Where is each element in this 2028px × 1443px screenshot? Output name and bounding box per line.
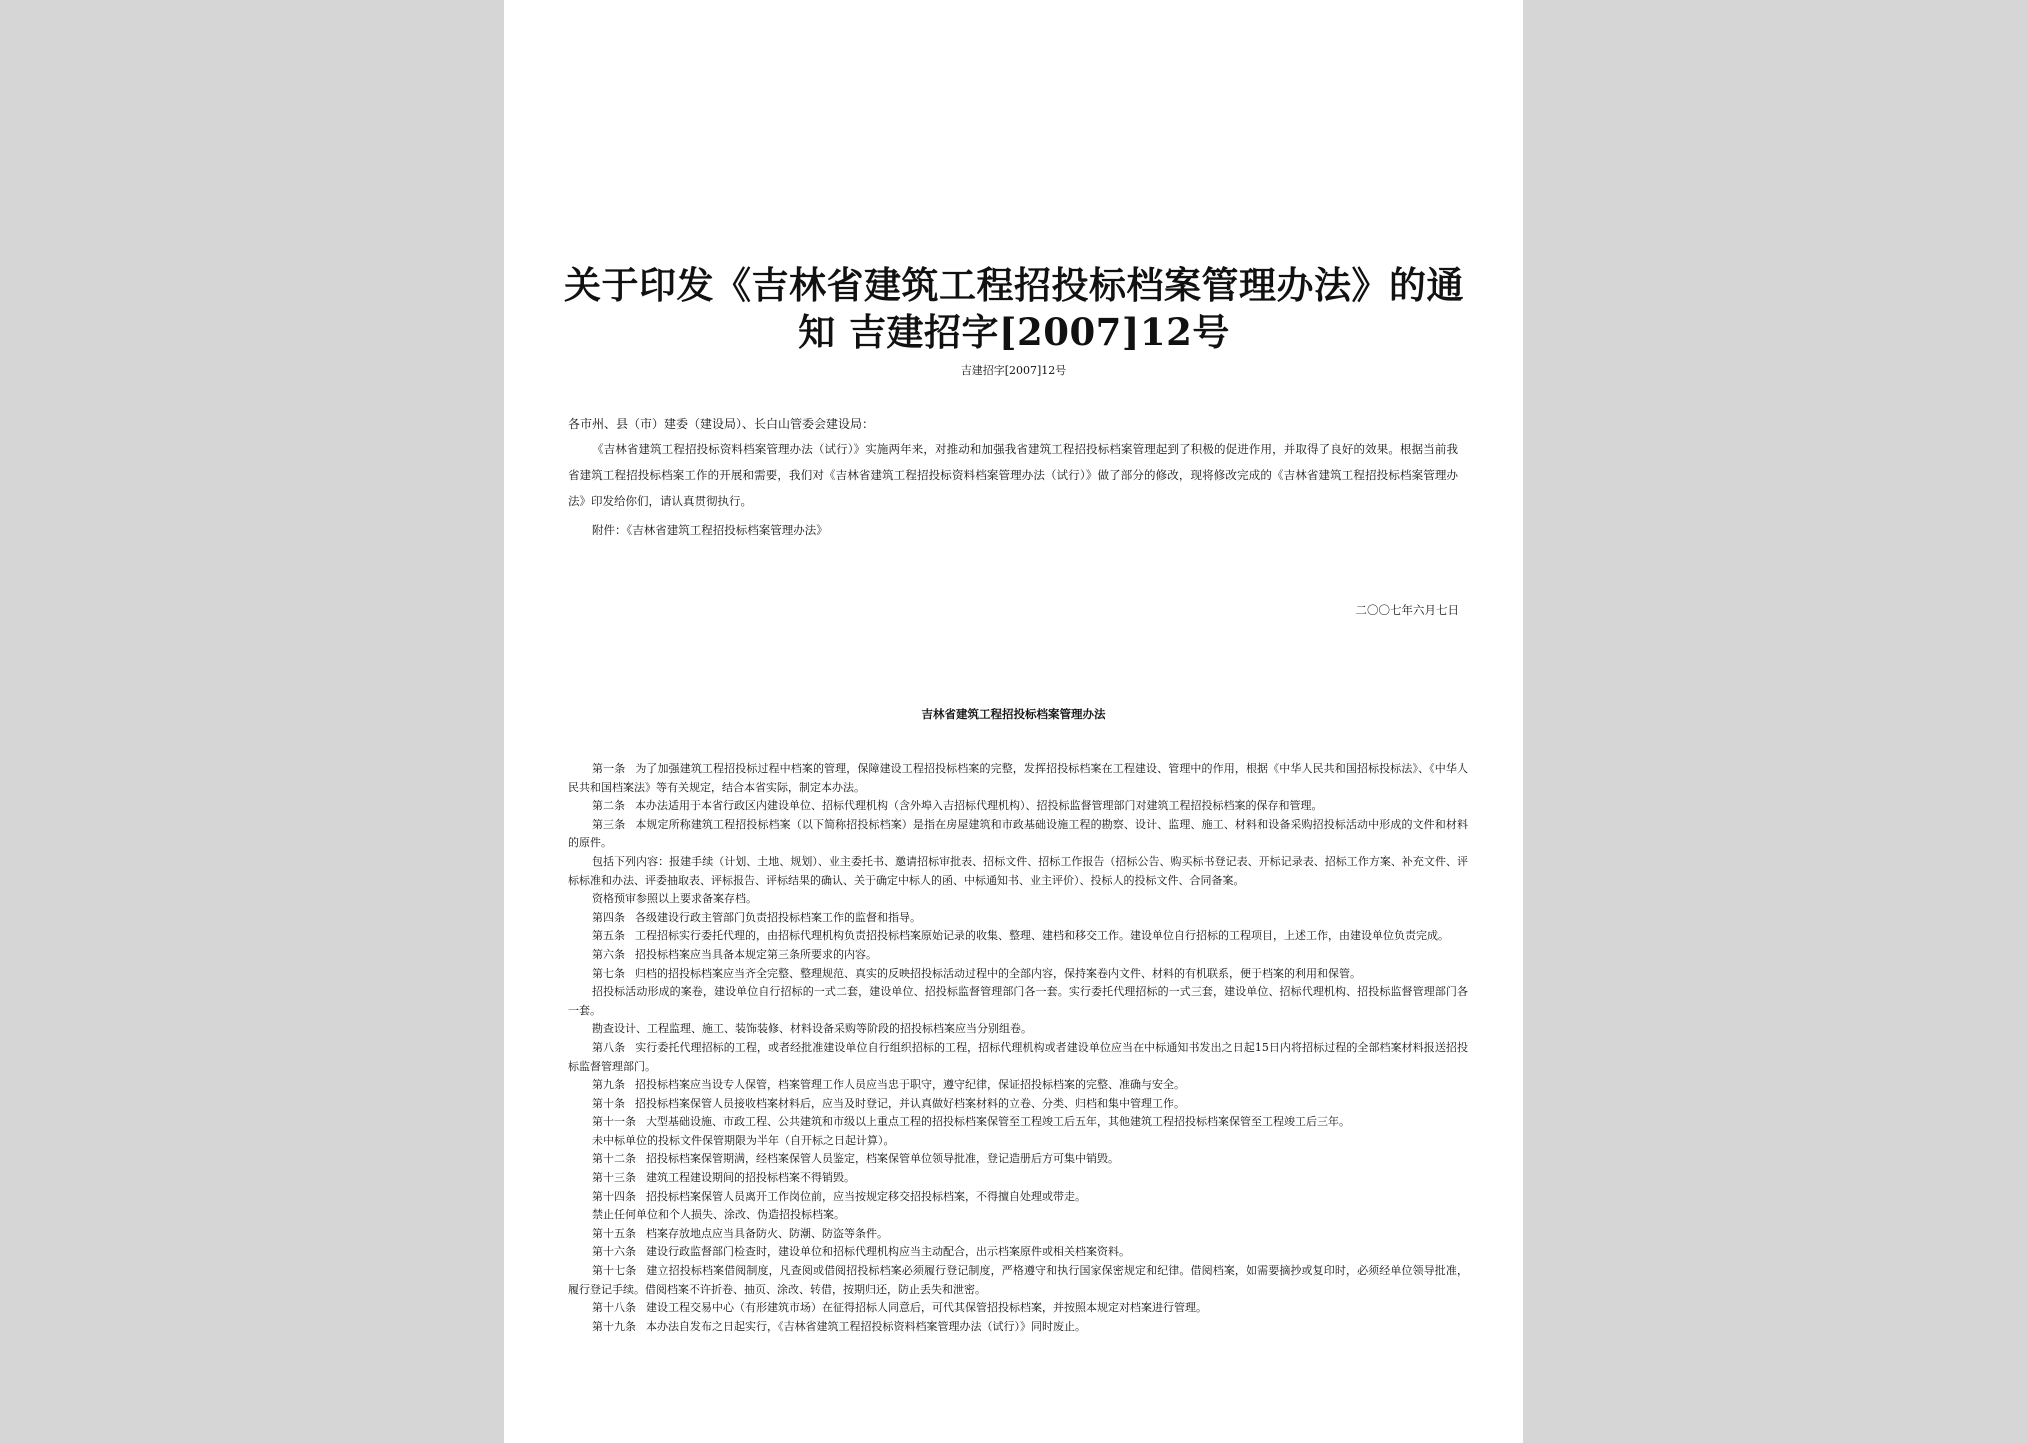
- article-text: 建筑工程建设期间的招投标档案不得销毁。: [646, 1171, 855, 1185]
- article-paragraph: [568, 983, 1468, 1020]
- article-label: 第十条: [592, 1096, 625, 1110]
- article-paragraph: [568, 760, 1468, 797]
- article-text: 归档的招投标档案应当齐全完整、整理规范、真实的反映招投标活动过程中的全部内容，保持案卷内文件、材料的有机联系，便于档案的利用和保管。: [635, 966, 1361, 980]
- article-text: 本办法自发布之日起实行，《吉林省建筑工程招投标资料档案管理办法（试行）》同时废止。: [646, 1319, 1086, 1333]
- article-paragraph: [568, 1206, 1468, 1225]
- article-text: 资格预审参照以上要求备案存档。: [592, 892, 757, 906]
- article-paragraph: [568, 1095, 1468, 1114]
- article-text: 招投标档案保管人员离开工作岗位前，应当按规定移交招投标档案，不得擅自处理或带走。: [646, 1189, 1086, 1203]
- article-text: 本规定所称建筑工程招投标档案（以下简称招投标档案）是指在房屋建筑和市政基础设施工程的勘察、设计、监理、施工、材料和设备采购招投标活动中形成的文件和材料的原件。: [568, 817, 1468, 850]
- article-label: 第五条: [592, 929, 625, 943]
- article-paragraph: [568, 1039, 1468, 1076]
- addressee: 各市州、县（市）建委（建设局）、长白山管委会建设局：: [568, 417, 875, 431]
- article-paragraph: [568, 909, 1468, 928]
- article-label: 第八条: [592, 1040, 626, 1054]
- article-label: 第七条: [592, 966, 625, 980]
- article-text: 大型基础设施、市政工程、公共建筑和市级以上重点工程的招投标档案保管至工程竣工后五年，其他建筑工程招投标档案保管至工程竣工后三年。: [646, 1115, 1350, 1129]
- article-paragraph: [568, 1113, 1468, 1132]
- article-paragraph: [568, 1169, 1468, 1188]
- article-paragraph: [568, 1299, 1468, 1318]
- document-number: 吉建招字[2007]12号: [960, 364, 1067, 377]
- article-paragraph: [568, 946, 1468, 965]
- article-paragraph: [568, 1243, 1468, 1262]
- article-text: 包括下列内容：报建手续（计划、土地、规划）、业主委托书、邀请招标审批表、招标文件、招标工作报告（招标公告、购买标书登记表、开标记录表、招标工作方案、补充文件、评标标准和办法、评委抽取表、评标报告、评标结果的确认、关于确定中标人的函、中标通知书、业主评价）、投标人的投标文件、合同备案。: [568, 854, 1468, 887]
- article-paragraph: [568, 965, 1468, 984]
- article-label: 第六条: [592, 947, 625, 961]
- attachment-line: 附件：《吉林省建筑工程招投标档案管理办法》: [592, 523, 828, 537]
- article-text: 工程招标实行委托代理的，由招标代理机构负责招投标档案原始记录的收集、整理、建档和移交工作。建设单位自行招标的工程项目，上述工作，由建设单位负责完成。: [635, 929, 1449, 943]
- article-text: 招投标档案保管期满，经档案保管人员鉴定，档案保管单位领导批准，登记造册后方可集中销毁。: [646, 1152, 1119, 1166]
- article-paragraph: [568, 1188, 1468, 1207]
- article-text: 本办法适用于本省行政区内建设单位、招标代理机构（含外埠入吉招标代理机构）、招投标监督管理部门对建筑工程招投标档案的保存和管理。: [635, 799, 1323, 813]
- article-label: 第二条: [592, 799, 625, 813]
- article-paragraph: [568, 797, 1468, 816]
- article-label: 第十九条: [592, 1319, 636, 1333]
- regulation-title: 吉林省建筑工程招投标档案管理办法: [921, 707, 1106, 721]
- article-paragraph: [568, 853, 1468, 890]
- article-paragraph: [568, 816, 1468, 853]
- article-paragraph: [568, 1132, 1468, 1151]
- document-page: [504, 0, 1523, 1443]
- article-label: 第十二条: [592, 1152, 636, 1166]
- article-label: 第一条: [592, 762, 626, 775]
- article-label: 第十八条: [592, 1301, 636, 1315]
- document-date: 二〇〇七年六月七日: [1355, 603, 1459, 617]
- article-text: 为了加强建筑工程招投标过程中档案的管理，保障建设工程招投标档案的完整，发挥招投标档案在工程建设、管理中的作用，根据《中华人民共和国招标投标法》、《中华人民共和国档案法》等有关规定，结合本省实际，制定本办法。: [568, 762, 1468, 794]
- intro-paragraph: 《吉林省建筑工程招投标资料档案管理办法（试行）》实施两年来，对推动和加强我省建筑工程招投标档案管理起到了积极的促进作用，并取得了良好的效果。根据当前我省建筑工程招投标档案工作的开展和需要，我们对《吉林省建筑工程招投标资料档案管理办法（试行）》做了部分的修改，现将修改完成的《吉林省建筑工程招投标档案管理办法》印发给你们，请认真贯彻执行。: [568, 442, 1458, 508]
- article-text: 实行委托代理招标的工程，或者经批准建设单位自行组织招标的工程，招标代理机构或者建设单位应当在中标通知书发出之日起15日内将招标过程的全部档案材料报送招投标监督管理部门。: [568, 1040, 1468, 1073]
- article-text: 建立招投标档案借阅制度，凡查阅或借阅招投标档案必须履行登记制度，严格遵守和执行国家保密规定和纪律。借阅档案，如需要摘抄或复印时，必须经单位领导批准，履行登记手续。借阅档案不许折卷、抽页、涂改、转借，按期归还，防止丢失和泄密。: [568, 1264, 1469, 1296]
- article-paragraph: [568, 1150, 1468, 1169]
- article-paragraph: [568, 927, 1468, 946]
- article-paragraph: [568, 1318, 1468, 1337]
- article-text: 档案存放地点应当具备防火、防潮、防盗等条件。: [646, 1226, 888, 1240]
- article-label: 第四条: [592, 910, 625, 924]
- article-text: 招投标档案保管人员接收档案材料后，应当及时登记，并认真做好档案材料的立卷、分类、归档和集中管理工作。: [635, 1096, 1185, 1110]
- article-text: 招投标活动形成的案卷，建设单位自行招标的一式二套，建设单位、招投标监督管理部门各一套。实行委托代理招标的一式三套，建设单位、招标代理机构、招投标监督管理部门各一套。: [568, 985, 1468, 1017]
- article-text: 建设工程交易中心（有形建筑市场）在征得招标人同意后，可代其保管招投标档案，并按照本规定对档案进行管理。: [646, 1301, 1207, 1315]
- article-paragraph: [568, 1262, 1468, 1299]
- article-label: 第九条: [592, 1078, 625, 1092]
- article-label: 第十六条: [592, 1245, 636, 1259]
- article-label: 第三条: [592, 817, 626, 831]
- regulation-articles: [568, 760, 1468, 1336]
- article-paragraph: [568, 1020, 1468, 1039]
- article-label: 第十四条: [592, 1189, 636, 1203]
- article-label: 第十三条: [592, 1171, 636, 1185]
- article-label: 第十一条: [592, 1115, 636, 1129]
- article-paragraph: [568, 1076, 1468, 1095]
- article-text: 禁止任何单位和个人损失、涂改、伪造招投标档案。: [592, 1208, 845, 1222]
- article-text: 勘查设计、工程监理、施工、装饰装修、材料设备采购等阶段的招投标档案应当分别组卷。: [592, 1022, 1032, 1036]
- article-paragraph: [568, 1225, 1468, 1244]
- article-label: 第十五条: [592, 1226, 636, 1240]
- article-text: 招投标档案应当具备本规定第三条所要求的内容。: [635, 947, 877, 961]
- document-title: 关于印发《吉林省建筑工程招投标档案管理办法》的通知 吉建招字[2007]12号: [564, 263, 1464, 354]
- article-text: 建设行政监督部门检查时，建设单位和招标代理机构应当主动配合，出示档案原件或相关档案资料。: [646, 1245, 1130, 1259]
- article-text: 未中标单位的投标文件保管期限为半年（自开标之日起计算）。: [592, 1133, 895, 1147]
- article-text: 各级建设行政主管部门负责招投标档案工作的监督和指导。: [635, 910, 921, 924]
- article-paragraph: [568, 890, 1468, 909]
- article-label: 第十七条: [592, 1264, 637, 1278]
- article-text: 招投标档案应当设专人保管，档案管理工作人员应当忠于职守，遵守纪律，保证招投标档案的完整、准确与安全。: [635, 1078, 1185, 1092]
